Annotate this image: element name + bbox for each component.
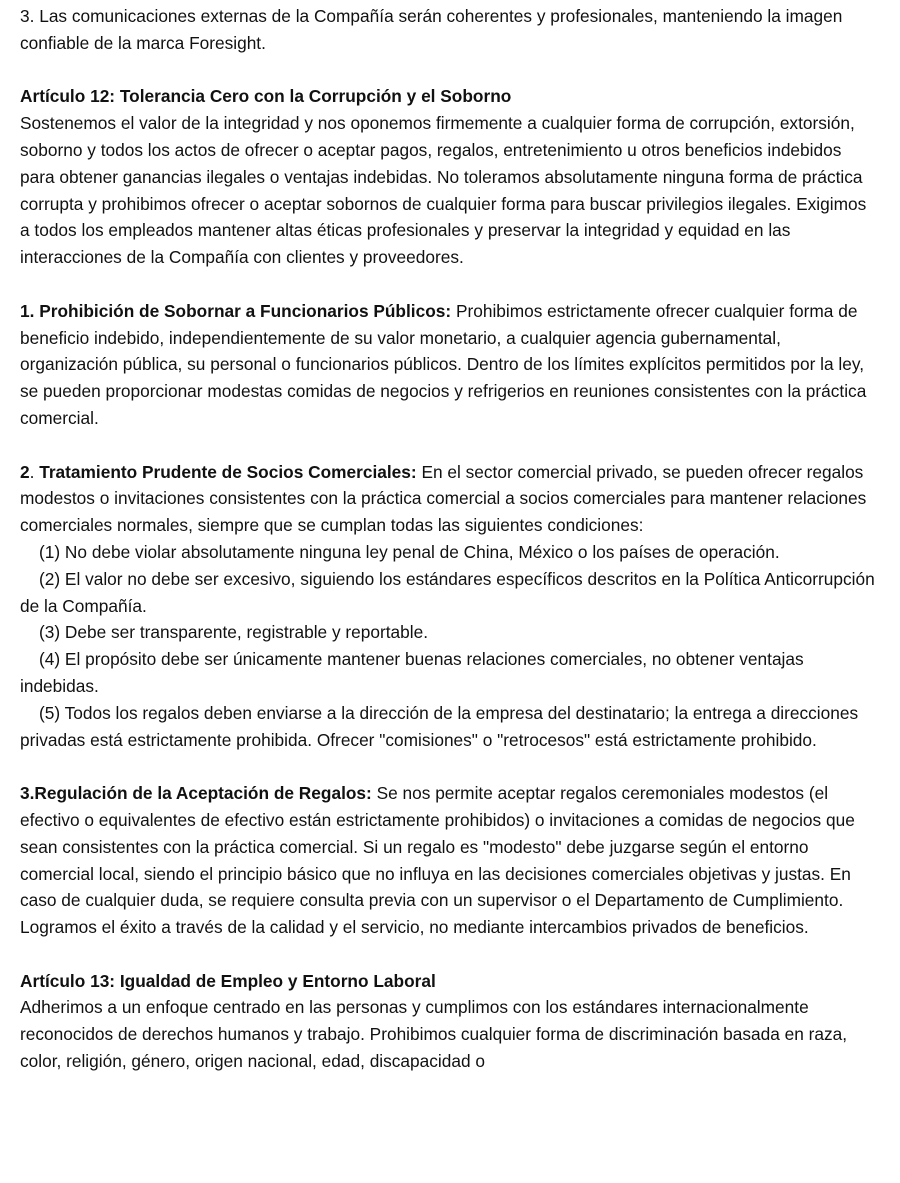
spacer <box>20 432 880 459</box>
condition-5: (5) Todos los regalos deben enviarse a la dirección de la empresa del destinatario; la entrega a direcciones privadas está estrictamente prohibida. Ofrecer "comisiones" o "retrocesos" está estrictamente prohibido. <box>20 702 859 750</box>
section-public-officials-lead: 1. Prohibición de Sobornar a Funcionarios Públicos: <box>20 300 452 321</box>
section-business-partners-lead: Tratamiento Prudente de Socios Comerciales: <box>39 461 417 482</box>
section-gift-acceptance <box>20 780 880 941</box>
spacer <box>20 57 880 84</box>
article-13-body: Adherimos a un enfoque centrado en las personas y cumplimos con los estándares internacionalmente reconocidos de derechos humanos y trabajo. Prohibimos cualquier forma de discriminación basada en raza, color, religión, género, origen nacional, edad, discapacidad o <box>20 997 848 1072</box>
section-business-partners <box>20 459 880 539</box>
section-business-partners-number: 2 <box>20 461 30 482</box>
condition-2: (2) El valor no debe ser excesivo, siguiendo los estándares específicos descritos en la Política Anticorrupción de la Compañía. <box>20 568 875 616</box>
section-public-officials-text: Prohibimos estrictamente ofrecer cualquier forma de beneficio indebido, independientemente de su valor monetario, a cualquier agencia gubernamental, organización pública, su personal o funcionarios públicos. Dentro de los límites explícitos permitidos por la ley, se pueden proporcionar modestas comidas de negocios y refrigerios en reuniones consistentes con la práctica comercial. <box>20 300 867 428</box>
spacer <box>20 271 880 298</box>
article-12-title: Artículo 12: Tolerancia Cero con la Corrupción y el Soborno <box>20 86 512 107</box>
article-13-title: Artículo 13: Igualdad de Empleo y Entorno Laboral <box>20 970 436 991</box>
section-business-partners-text: En el sector comercial privado, se pueden ofrecer regalos modestos o invitaciones consistentes con la práctica comercial a socios comerciales para mantener relaciones comerciales normales, siempre que se cumplan todas las siguientes condiciones: <box>20 461 867 536</box>
condition-3: (3) Debe ser transparente, registrable y reportable. <box>39 622 429 643</box>
condition-1: (1) No debe violar absolutamente ninguna ley penal de China, México o los países de operación. <box>39 541 780 562</box>
section-gift-acceptance-lead: 3.Regulación de la Aceptación de Regalos: <box>20 783 372 804</box>
condition-4: (4) El propósito debe ser únicamente mantener buenas relaciones comerciales, no obtener ventajas indebidas. <box>20 649 804 696</box>
section-business-partners-dot: . <box>29 461 40 482</box>
article-12-body: Sostenemos el valor de la integridad y nos oponemos firmemente a cualquier forma de corrupción, extorsión, soborno y todos los actos de ofrecer o aceptar pagos, regalos, entretenimiento u otros beneficios indebidos para obtener ganancias ilegales o ventajas indebidas. No toleramos absolutamente ninguna forma de práctica corrupta y prohibimos ofrecer o aceptar sobornos de cualquier forma para buscar privilegios ilegales. Exigimos a todos los empleados mantener altas éticas profesionales y preservar la integridad y equidad en las interacciones de la Compañía con clientes y proveedores. <box>20 113 867 268</box>
section-gift-acceptance-text: Se nos permite aceptar regalos ceremoniales modestos (el efectivo o equivalentes de efectivo están estrictamente prohibidos) o invitaciones a comidas de negocios que sean consistentes con la práctica comercial. Si un regalo es "modesto" debe juzgarse según el entorno comercial local, siendo el principio básico que no influya en las decisiones comerciales objetivas y justas. En caso de cualquier duda, se requiere consulta previa con un supervisor o el Departamento de Cumplimiento. Logramos el éxito a través de la calidad y el servicio, no mediante intercambios privados de beneficios. <box>20 783 855 938</box>
section-public-officials <box>20 298 880 432</box>
spacer <box>20 941 880 968</box>
spacer <box>20 753 880 780</box>
intro-item-3: 3. Las comunicaciones externas de la Compañía serán coherentes y profesionales, manteniendo la imagen confiable de la marca Foresight. <box>20 6 843 53</box>
